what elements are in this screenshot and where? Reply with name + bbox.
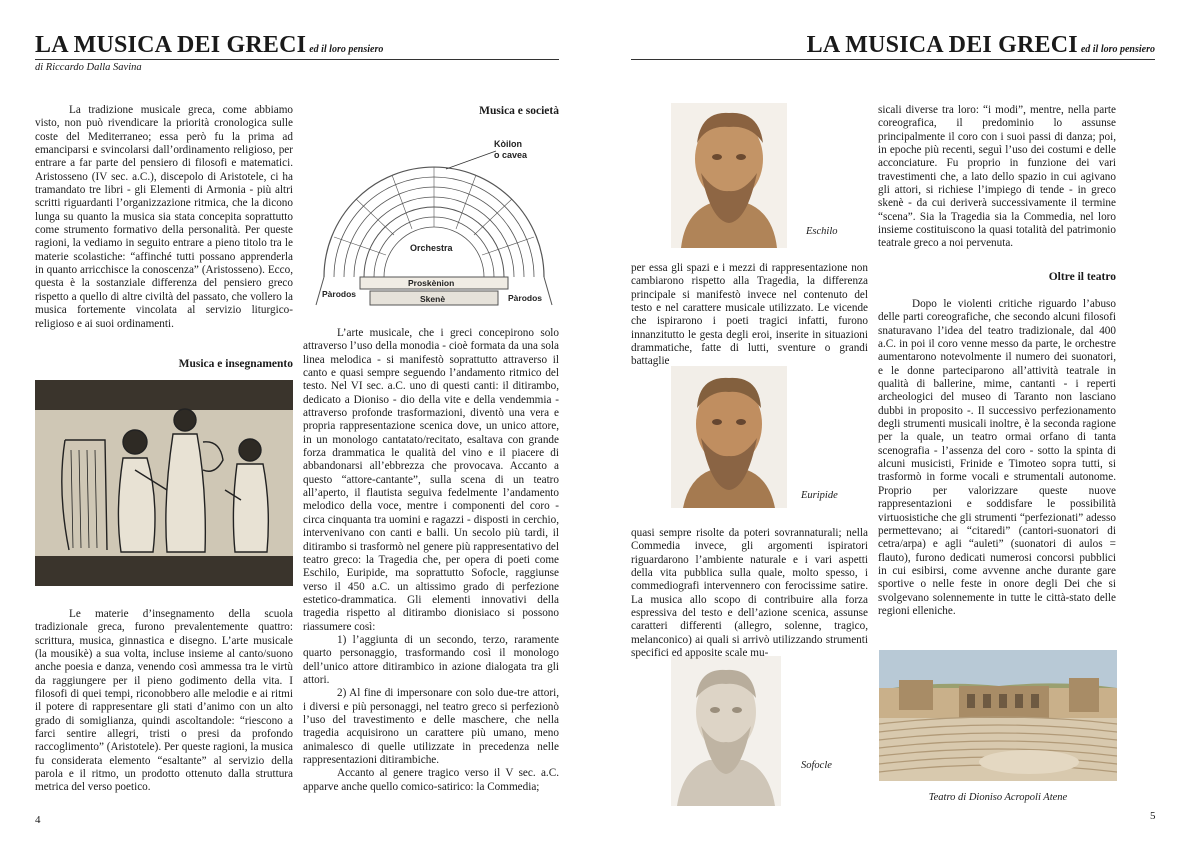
page-number-right: 5 (1150, 810, 1156, 822)
vase-painting-image (35, 380, 293, 586)
label-parodos-left: Pàrodos (322, 289, 357, 299)
caption-euripide: Euripide (801, 490, 838, 501)
eschilo-bust-image (671, 103, 787, 248)
column-3-text-bottom (631, 527, 868, 660)
paragraph: quasi sempre risolte da poteri sovrannaturali; nella Commedia invece, gli argomenti ispiratori riguardarono l’ambiente naturale e i vari aspetti della vita pubblica sulla quale, molto spesso, i commediografi intervennero con ferocissime satire. La musica allo scopo di contribuire alla forza espressiva del testo e dell’azione scenica, assunse caratteri differenti (allegro, solenne, tragico, melanconico) ai quali si arrivò utilizzando strumenti specifici ed apposite scale mu- (631, 527, 868, 660)
column-1-intro (35, 104, 293, 331)
paragraph: L’arte musicale, che i greci concepirono solo attraverso l’uso della monodia - cioè formata da una sola linea melodica - si manifestò soprattutto attraverso il canto e quasi sempre seguendo l’andamento ritmico del testo. Nel VI sec. a.C. uno di questi canti: il ditirambo, dedicato a Dioniso - dio della vite e della vendemmia - attraverso profonde trasformazioni, diventò una vera e propria rappresentazione scenica dove, un unico attore, in un monologo cantatato/recitato, esaltava con grande forza drammatica le qualità del vino e il piacere di abbandonarsi all’ebbrezza che provocava. Accanto a questo “attore-cantante”, sulla scena di un teatro all’aperto, il flautista seguiva fedelmente l’andamento melodico della voce, mentre i componenti del coro - circa cinquanta tra uomini e ragazzi - disposti in cerchio, intervenivano con canti e balli. Un secolo più tardi, il ditirambo si trasformò nel genere più rappresentativo del teatro greco: la Tragedia che, per opera di poeti come Eschilo, Euripide, ma soprattutto Sofocle, raggiunse verso il 450 a.C. un altissimo grado di perfezione estetico-drammatica. Gli elementi innovativi della tragedia rispetto al ditirambo dionisiaco si possono riassumere così: (303, 327, 559, 633)
title-text: LA MUSICA DEI GRECI (806, 32, 1078, 58)
label-orchestra: Orchestra (410, 243, 453, 253)
column-4-text-bottom (878, 298, 1116, 618)
column-4-text-top (878, 104, 1116, 251)
paragraph: sicali diverse tra loro: “i modi”, mentre, nella parte coreografica, il predominio lo assunse principalmente il coro con i suoi passi di danza; poi, in epoche più recenti, seguì l’uso dei costumi e delle acconciature. Fu proprio in funzione dei vari travestimenti che, a lato dello spazio in cui agivano gli attori, si richiese l’impiego di tende - in greco skenè - da cui deriverà successivamente il termine “scena”. Sia la Tragedia sia la Commedia, nel loro insieme costituiscono la quasi totalità del patrimonio teatrale greco a noi pervenuta. (878, 104, 1116, 250)
title-subtitle: ed il loro pensiero (1080, 44, 1155, 55)
sofocle-bust-image (671, 656, 781, 806)
column-1-continued (35, 608, 293, 795)
paragraph: per essa gli spazi e i mezzi di rappresentazione non cambiarono rispetto alla Tragedia, la differenza principale si manifestò invece nel contenuto del testo e nel carattere musicale utilizzato. Le vicende che ispirarono i poeti tragici infatti, furono innanzitutto le gesta degli eroi, inserite in situazioni drammatiche, fatte di lutti, sventure o grandi battaglie (631, 262, 868, 368)
label-parodos-right: Pàrodos (508, 293, 543, 303)
author-byline: di Riccardo Dalla Savina (35, 62, 142, 73)
page-number-left: 4 (35, 814, 41, 826)
right-header-rule (631, 59, 1155, 60)
column-2-text (303, 327, 559, 794)
paragraph: Dopo le violenti critiche riguardo l’abuso delle parti coreografiche, che secondo alcuni filosofi snaturavano l’idea del teatro tradizionale, dal 400 a.C. in poi il coro venne messo da parte, le orchestre aumentarono notevolmente il numero dei suonatori, e le donne parteciparono all’attività teatrale in qualità di ballerine, mime, cantanti - i reperti archeologici del museo di Taranto non lasciano dubbi in proposito -. Il successivo perfezionamento degli strumenti musicali inoltre, è la seconda ragione per la quale, un teatro ormai orfano di tanta scenografia - l’assenza del coro - sotto la spinta di alcuni musicisti, Frinide e Timoteo sopra tutti, si trasformò in forme vocali e strumentali autonome. Proprio per valorizzare queste nuove rappresentazioni e soddisfare le possibilità virtuosistiche che gli strumenti “perfezionati” adesso permettevano; ai “citaredi” (cantori-suonatori di cetra/arpa) e agli “auleti” (suonatori di aulos = flauto), furono dedicati numerosi concorsi pubblici in cui esibirsi, come avvenne anche durante gare sportive o nelle feste in onore degli Dei che si svolgevano solennemente in tutte le città-stato delle regioni elleniche. (878, 298, 1116, 617)
caption-teatro-dioniso: Teatro di Dioniso Acropoli Atene (928, 792, 1068, 803)
caption-sofocle: Sofocle (801, 760, 832, 771)
list-item: 1) l’aggiunta di un secondo, terzo, raramente quarto personaggio, trasformando così il monologo dell’unico attore ditirambico in azione dialogata tra gli attori. (303, 633, 559, 686)
label-proskenion: Proskènion (408, 278, 455, 288)
euripide-bust-image (671, 366, 787, 508)
paragraph: Le materie d’insegnamento della scuola tradizionale greca, furono prevalentemente quattro: scrittura, musica, ginnastica e disegno. L’arte musicale (la mousikè) a sua volta, incluse insieme al canto/suono anche poesia e danza, venendo così ammessa tra le virtù da raggiungere per il pieno godimento della vita. I filosofi di quei tempi, riconobbero alle melodie e ai ritmi il potere di rappresentare gli stati d’animo con un alto grado di somiglianza, quindi ascoltandole: “riescono a farci sentire allegri, tristi o presi da profondo raccoglimento” (Aristotele). Per queste ragioni, la musica fu considerata elemento “esaltante” al servizio della parola e il ritmo, un prodotto ottenuto dalla struttura metrica del verso poetico. (35, 608, 293, 794)
label-koilon: Kòilon (494, 139, 522, 149)
heading-musica-insegnamento: Musica e insegnamento (178, 358, 293, 370)
caption-eschilo: Eschilo (806, 226, 838, 237)
heading-musica-societa: Musica e società (479, 105, 559, 117)
title-text: LA MUSICA DEI GRECI (35, 32, 307, 58)
label-cavea: o cavea (494, 150, 528, 160)
title-subtitle: ed il loro pensiero (309, 44, 384, 55)
paragraph: La tradizione musicale greca, come abbiamo visto, non può rivendicare la priorità cronologica sulle coste del Mediterraneo; essa però fu la prima ad emanciparsi e svincolarsi dall’ordinamento religioso, per entrare a far parte del pensiero di filosofi e matematici. Aristosseno (IV sec. a.C.), discepolo di Aristotele, ci ha tramandato tre libri - gli Elementi di Armonia - più altri scritti riguardanti l’organizzazione ritmica, che la dicono lunga su quanto la musica sia stata concepita soprattutto come strumento formativo della personalità. Per queste ragioni, la vediamo in seguito entrare a pieno titolo tra le materie scolastiche: “affinché tutti possano apprenderla in quanto arricchisce la conoscenza” (Aristosseno). Ecco, questa è la sostanziale differenza del pensiero greco rispetto a quello di altre civiltà del passato, che vollero la musica fortemente vincolata al servizio liturgico-religioso e ai suoi ordinamenti. (35, 104, 293, 330)
heading-oltre-il-teatro: Oltre il teatro (1048, 271, 1116, 283)
column-3-text-top (631, 262, 868, 369)
left-header-rule (35, 59, 559, 60)
theatre-plan-diagram (310, 127, 558, 319)
list-item: 2) Al fine di impersonare con solo due-tre attori, i diversi e più personaggi, nel teatro greco si perfezionò l’uso del travestimento e delle maschere, che nella tragedia acquisirono un carattere più umano, meno animalesco di quelle utilizzate in precedenza nelle rappresentazioni ditirambiche. (303, 687, 559, 766)
teatro-dioniso-photo (879, 650, 1117, 781)
label-skene: Skenè (420, 294, 446, 304)
paragraph: Accanto al genere tragico verso il V sec. a.C. apparve anche quello comico-satirico: la Commedia; (303, 767, 559, 793)
